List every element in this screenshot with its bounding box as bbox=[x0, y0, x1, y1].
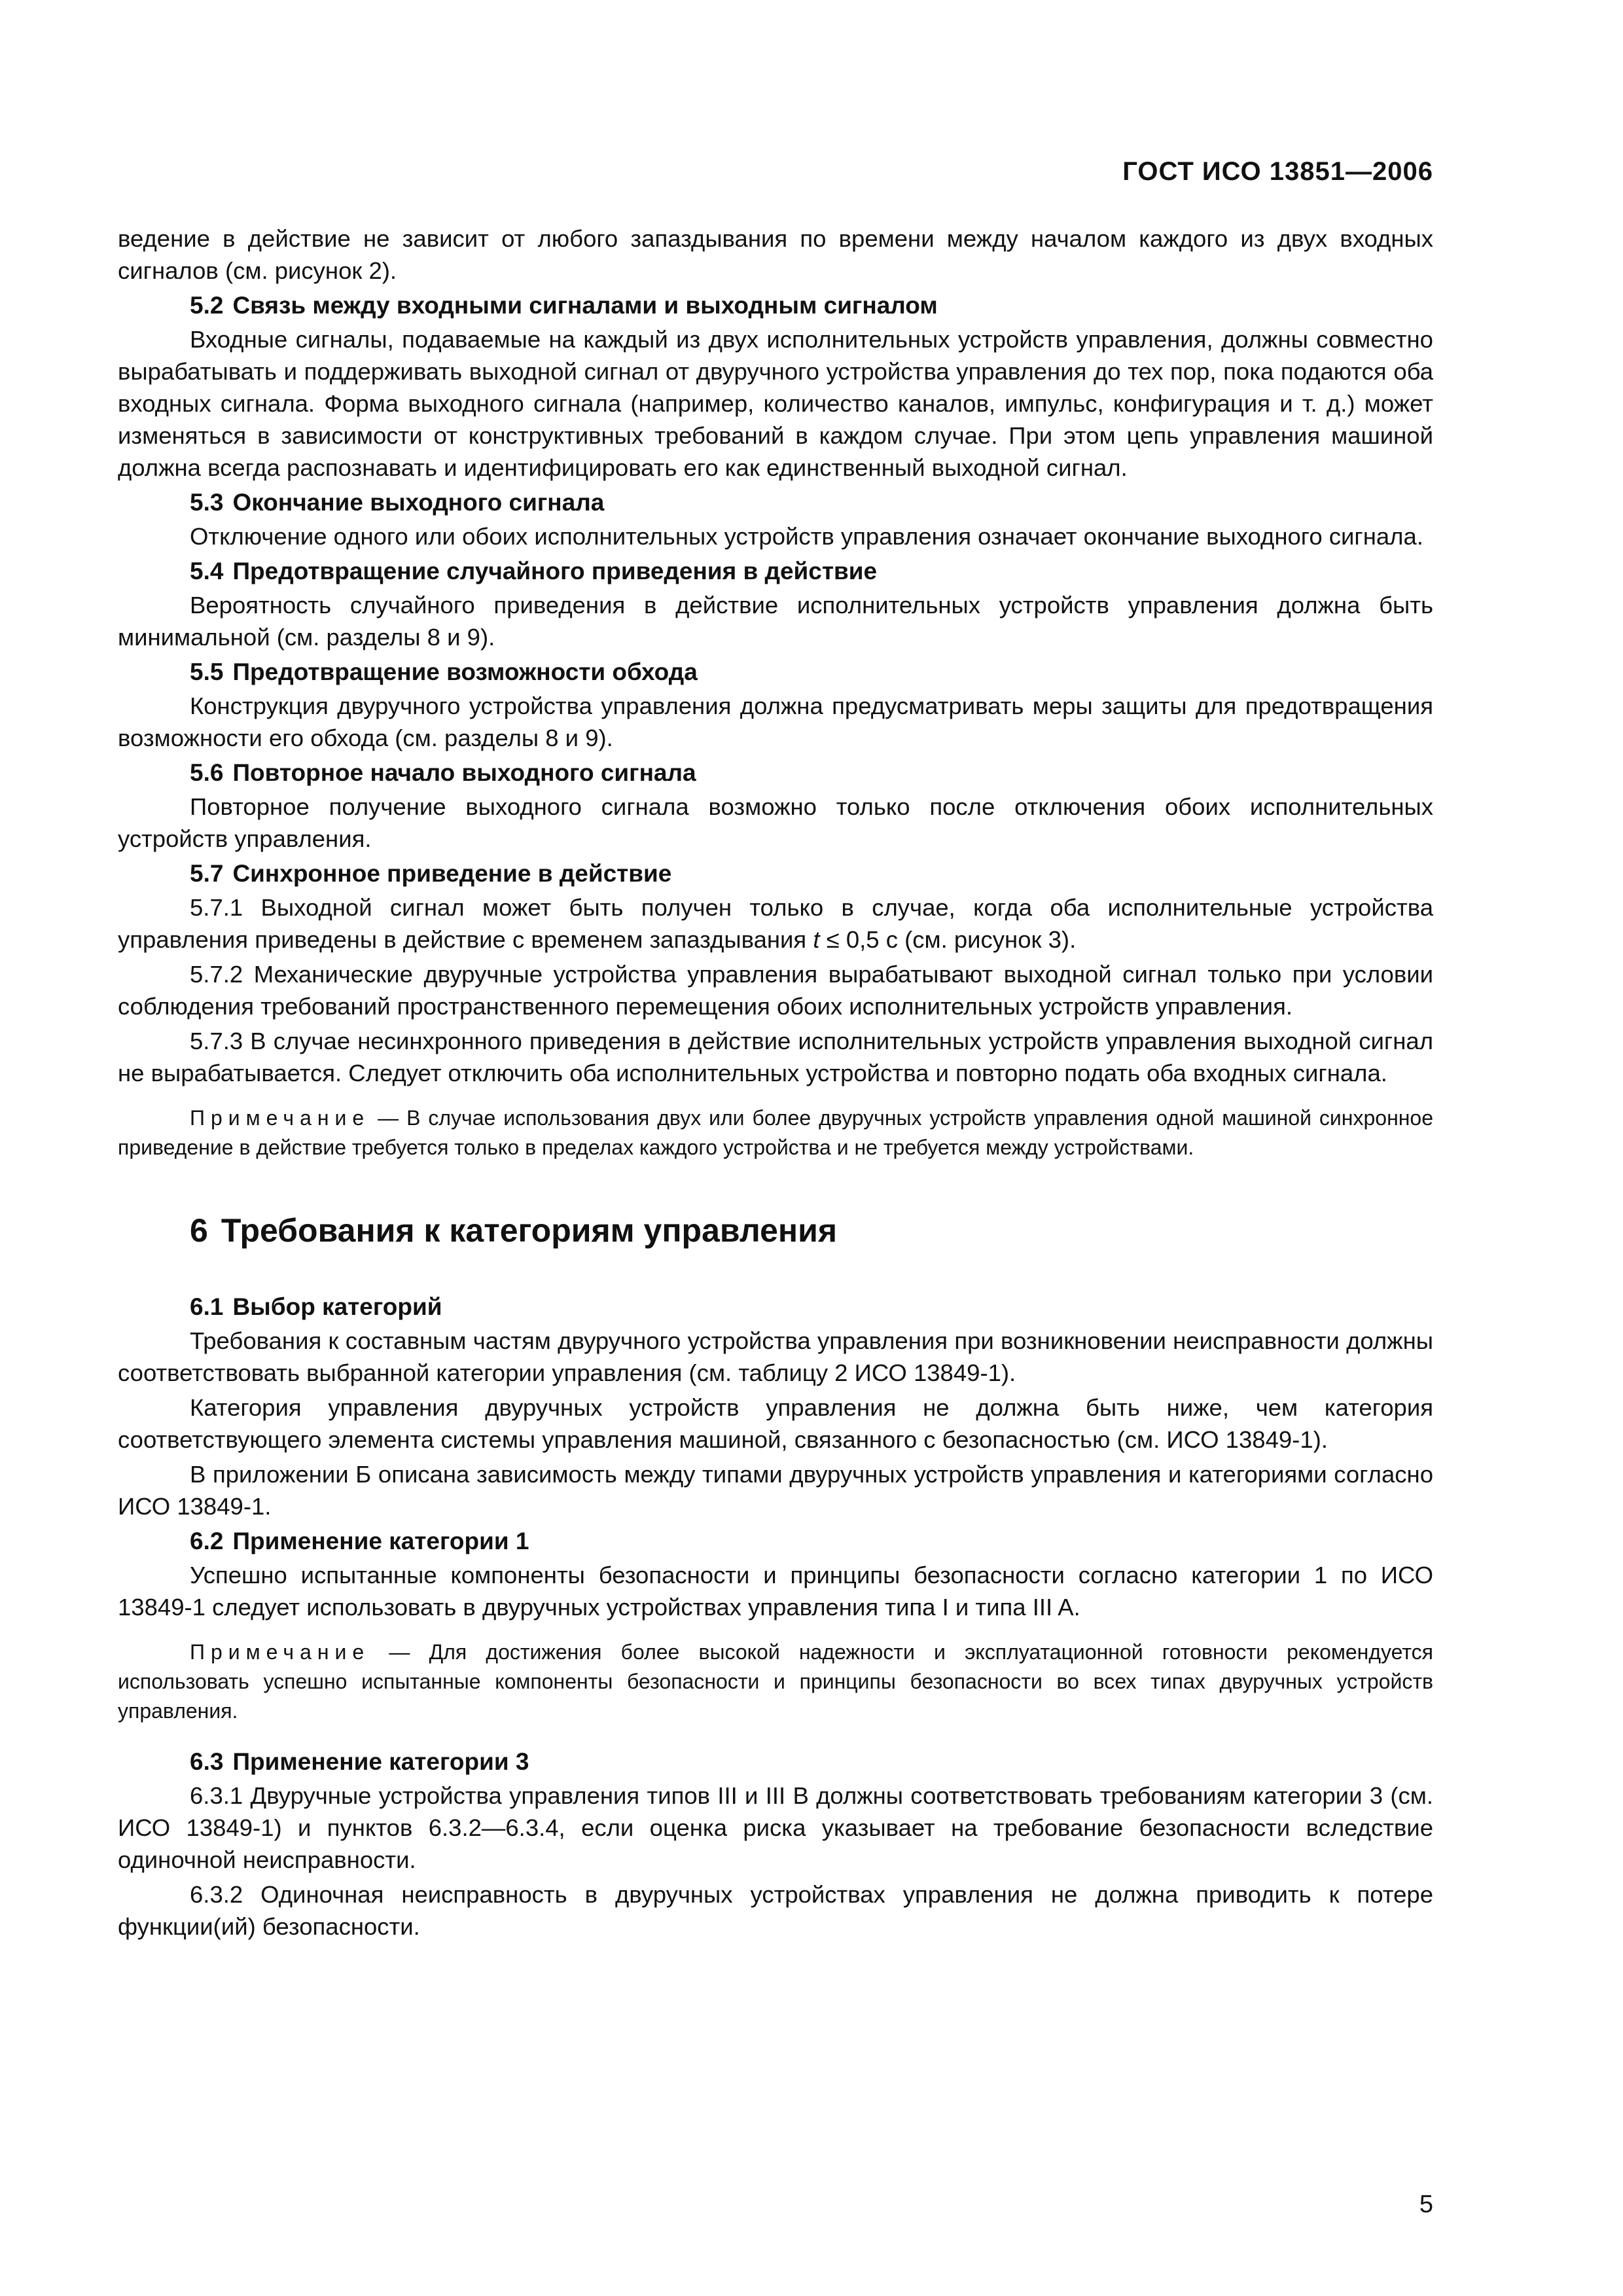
subsection-title: Синхронное приведение в действие bbox=[232, 860, 672, 887]
note-6-2 bbox=[118, 1638, 1433, 1726]
paragraph-6-2: Успешно испытанные компоненты безопасности и принципы безопасности согласно категории 1 по ИСО 13849-1 следует использовать в двуручных устройствах управления типа I и типа III A. bbox=[118, 1562, 1433, 1621]
page-number: 5 bbox=[1419, 2191, 1433, 2218]
paragraph-5-7-1 bbox=[118, 891, 1433, 956]
subsection-title: Предотвращение случайного приведения в действие bbox=[232, 558, 878, 584]
paragraph-5-5: Конструкция двуручного устройства управления должна предусматривать меры защиты для предотвращения возможности его обхода (см. разделы 8 и 9). bbox=[118, 692, 1433, 751]
paragraph-6-1-b: Категория управления двуручных устройств управления не должна быть ниже, чем категория соответствующего элемента системы управления машиной, связанного с безопасностью (см. ИСО 13849-1). bbox=[118, 1394, 1433, 1453]
subsection-number: 5.7 bbox=[190, 860, 224, 887]
paragraph-text: ≤ 0,5 с (см. рисунок 3). bbox=[819, 926, 1077, 953]
note-text: — В случае использования двух или более двуручных устройств управления одной машиной синхронное приведение в действие требуется только в пределах каждого устройства и не требуется между устройствами. bbox=[118, 1106, 1433, 1159]
subsection-number: 5.6 bbox=[190, 759, 224, 786]
section-title: Требования к категориям управления bbox=[221, 1212, 837, 1249]
section-heading-6 bbox=[118, 1211, 1433, 1250]
paragraph-6-3-1: 6.3.1 Двуручные устройства управления типов III и III B должны соответствовать требованиям категории 3 (см. ИСО 13849-1) и пунктов 6.3.2—6.3.4, если оценка риска указывает на требование безопасности вследствие одиночной неисправности. bbox=[118, 1782, 1433, 1873]
paragraph-6-1-c: В приложении Б описана зависимость между типами двуручных устройств управления и категориями согласно ИСО 13849-1. bbox=[118, 1461, 1433, 1520]
subsection-title: Применение категории 3 bbox=[232, 1748, 529, 1775]
subsection-number: 6.2 bbox=[190, 1528, 224, 1554]
subsection-number: 5.3 bbox=[190, 489, 224, 516]
document-page bbox=[118, 157, 1433, 2219]
time-variable: t bbox=[813, 926, 820, 953]
subsection-title: Окончание выходного сигнала bbox=[232, 489, 605, 516]
section-number: 6 bbox=[190, 1212, 208, 1249]
paragraph-5-2: Входные сигналы, подаваемые на каждый из двух исполнительных устройств управления, должны совместно вырабатывать и поддерживать выходной сигнал от двуручного устройства управления до тех пор, пока подаются оба входных сигнала. Форма выходного сигнала (например, количество каналов, импульс, конфигурация и т. д.) может изменяться в зависимости от конструктивных требований в каждом случае. При этом цепь управления машиной должна всегда распознавать и идентифицировать его как единственный выходной сигнал. bbox=[118, 326, 1433, 481]
note-label: Примечание bbox=[190, 1640, 370, 1664]
subsection-heading-5-6 bbox=[118, 757, 1433, 789]
subsection-title: Связь между входными сигналами и выходным сигналом bbox=[232, 292, 938, 319]
subsection-heading-5-7 bbox=[118, 857, 1433, 889]
paragraph-continuation: ведение в действие не зависит от любого запаздывания по времени между началом каждого из двух входных сигналов (см. рисунок 2). bbox=[118, 225, 1433, 284]
subsection-number: 6.1 bbox=[190, 1293, 224, 1320]
paragraph-6-1-a: Требования к составным частям двуручного устройства управления при возникновении неисправности должны соответствовать выбранной категории управления (см. таблицу 2 ИСО 13849-1). bbox=[118, 1327, 1433, 1386]
subsection-title: Выбор категорий bbox=[232, 1293, 442, 1320]
paragraph-text: 5.7.1 Выходной сигнал может быть получен только в случае, когда оба исполнительные устройства управления приведены в действие с временем запаздывания bbox=[118, 894, 1433, 953]
subsection-number: 5.5 bbox=[190, 658, 224, 685]
paragraph-5-6: Повторное получение выходного сигнала возможно только после отключения обоих исполнительных устройств управления. bbox=[118, 793, 1433, 852]
paragraph-5-7-3: 5.7.3 В случае несинхронного приведения в действие исполнительных устройств управления выходной сигнал не вырабатывается. Следует отключить оба исполнительных устройства и повторно подать оба входных сигнала. bbox=[118, 1028, 1433, 1086]
paragraph-6-3-2: 6.3.2 Одиночная неисправность в двуручных устройствах управления не должна приводить к потере функции(ий) безопасности. bbox=[118, 1881, 1433, 1940]
subsection-heading-6-1 bbox=[118, 1291, 1433, 1323]
subsection-number: 6.3 bbox=[190, 1748, 224, 1775]
note-5-7 bbox=[118, 1103, 1433, 1162]
subsection-heading-5-3 bbox=[118, 486, 1433, 518]
subsection-title: Предотвращение возможности обхода bbox=[232, 658, 698, 685]
document-body bbox=[118, 223, 1433, 1945]
subsection-title: Применение категории 1 bbox=[232, 1528, 529, 1554]
paragraph-5-4: Вероятность случайного приведения в действие исполнительных устройств управления должна быть минимальной (см. разделы 8 и 9). bbox=[118, 592, 1433, 651]
subsection-number: 5.2 bbox=[190, 292, 224, 319]
subsection-number: 5.4 bbox=[190, 558, 224, 584]
document-code-header: ГОСТ ИСО 13851—2006 bbox=[1122, 157, 1433, 186]
subsection-heading-5-4 bbox=[118, 555, 1433, 587]
note-text: — Для достижения более высокой надежности и эксплуатационной готовности рекомендуется использовать успешно испытанные компоненты безопасности и принципы безопасности во всех типах двуручных устройств управления. bbox=[118, 1640, 1433, 1723]
note-label: Примечание bbox=[190, 1106, 370, 1130]
paragraph-5-7-2: 5.7.2 Механические двуручные устройства управления вырабатывают выходной сигнал только при условии соблюдения требований пространственного перемещения обоих исполнительных устройств управления. bbox=[118, 961, 1433, 1020]
subsection-heading-5-2 bbox=[118, 289, 1433, 321]
paragraph-5-3: Отключение одного или обоих исполнительных устройств управления означает окончание выходного сигнала. bbox=[190, 523, 1423, 550]
subsection-heading-6-2 bbox=[118, 1525, 1433, 1557]
subsection-title: Повторное начало выходного сигнала bbox=[232, 759, 696, 786]
subsection-heading-5-5 bbox=[118, 656, 1433, 688]
subsection-heading-6-3 bbox=[118, 1746, 1433, 1778]
